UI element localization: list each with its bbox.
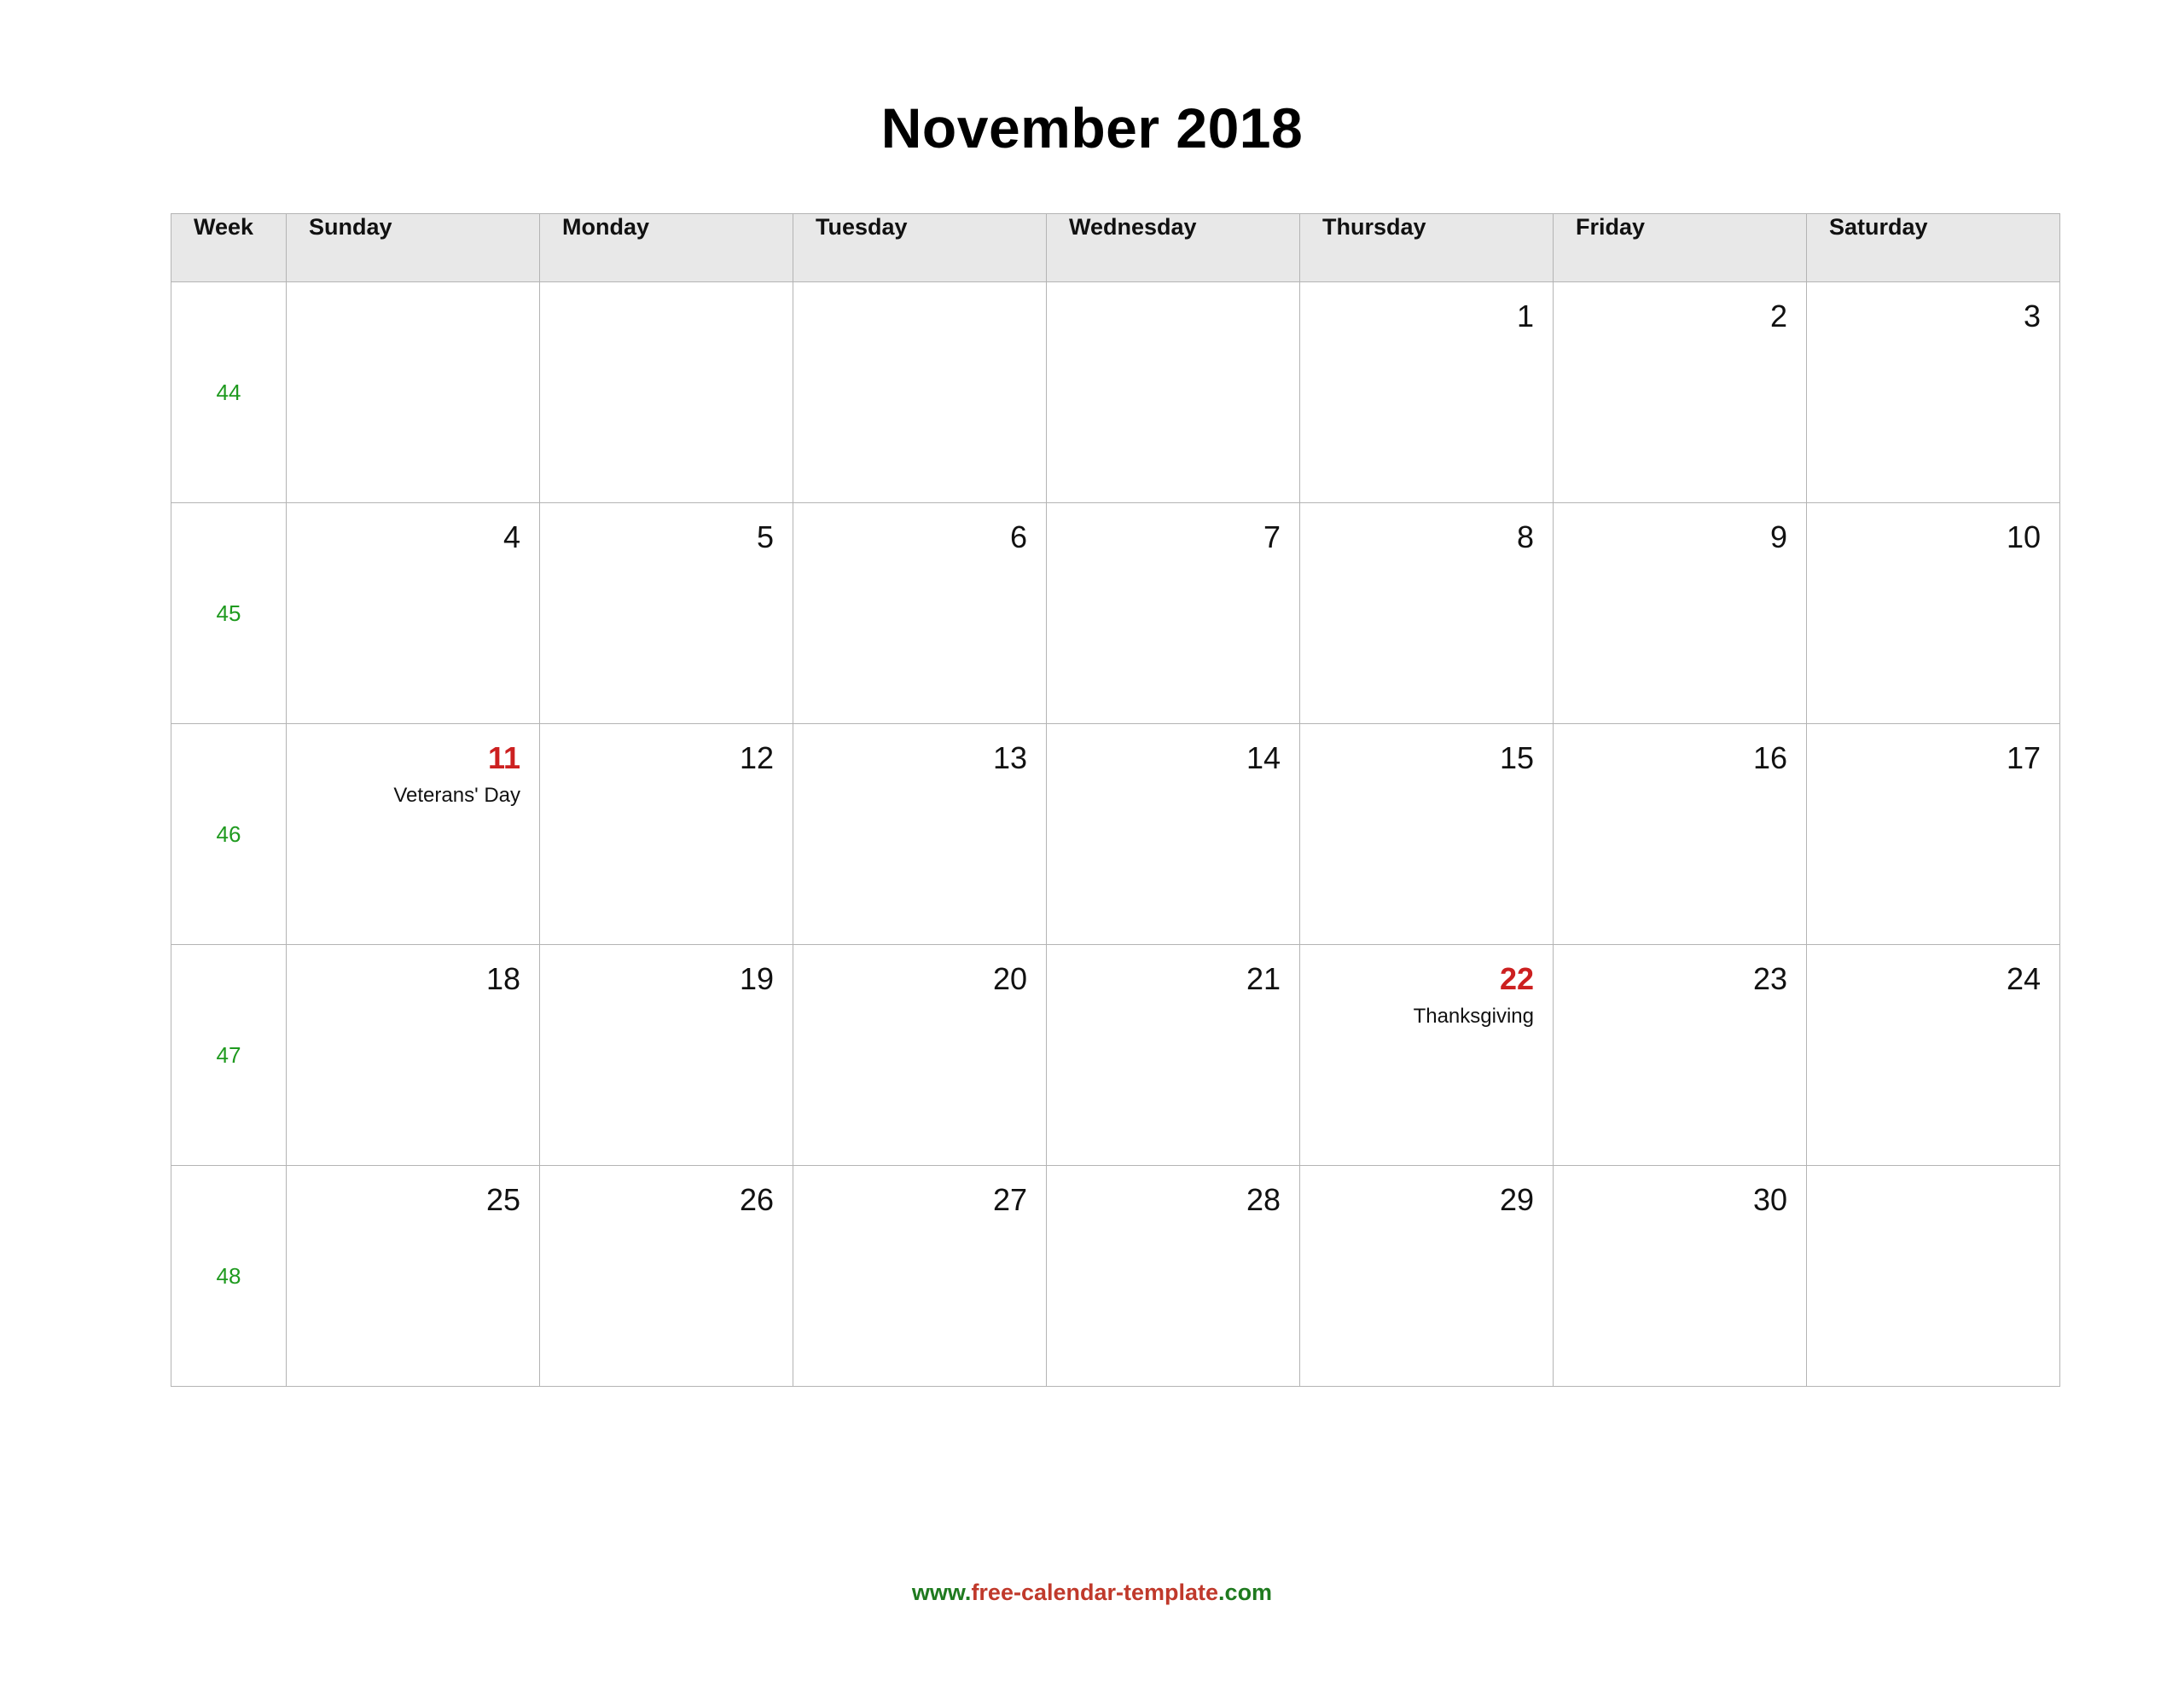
day-cell[interactable] bbox=[540, 724, 793, 945]
footer-tld: .com bbox=[1218, 1580, 1273, 1605]
day-number: 26 bbox=[739, 1182, 774, 1217]
day-event bbox=[1047, 301, 1299, 311]
day-number: 15 bbox=[1499, 740, 1534, 775]
column-header-thursday: Thursday bbox=[1300, 214, 1554, 282]
day-event bbox=[1300, 332, 1553, 342]
day-cell[interactable] bbox=[1807, 1166, 2060, 1387]
day-cell[interactable] bbox=[793, 1166, 1047, 1387]
day-number: 5 bbox=[756, 519, 774, 554]
day-cell[interactable] bbox=[793, 282, 1047, 503]
day-number bbox=[540, 282, 793, 301]
day-cell[interactable] bbox=[287, 282, 540, 503]
day-event bbox=[540, 553, 793, 563]
day-cell[interactable] bbox=[793, 503, 1047, 724]
day-event bbox=[793, 301, 1046, 311]
day-number: 4 bbox=[502, 519, 520, 554]
day-event bbox=[1047, 553, 1299, 563]
day-cell[interactable] bbox=[793, 724, 1047, 945]
day-event bbox=[540, 301, 793, 311]
calendar-week-row bbox=[171, 1166, 2060, 1387]
day-event bbox=[1300, 553, 1553, 563]
day-cell[interactable] bbox=[1554, 945, 1807, 1166]
column-header-wednesday: Wednesday bbox=[1047, 214, 1300, 282]
calendar-body bbox=[171, 282, 2060, 1387]
day-number: 21 bbox=[1246, 961, 1281, 996]
day-number: 20 bbox=[992, 961, 1027, 996]
day-number bbox=[287, 282, 539, 301]
column-header-monday: Monday bbox=[540, 214, 793, 282]
day-cell[interactable] bbox=[540, 1166, 793, 1387]
calendar-grid bbox=[171, 213, 2060, 1387]
day-number: 7 bbox=[1263, 519, 1281, 554]
day-cell[interactable] bbox=[1807, 503, 2060, 724]
day-cell[interactable] bbox=[287, 1166, 540, 1387]
day-cell[interactable] bbox=[1554, 1166, 1807, 1387]
calendar-week-row bbox=[171, 503, 2060, 724]
day-event bbox=[287, 553, 539, 563]
week-number: 45 bbox=[171, 503, 287, 724]
column-header-friday: Friday bbox=[1554, 214, 1807, 282]
day-number: 3 bbox=[2023, 299, 2041, 333]
day-cell[interactable] bbox=[287, 945, 540, 1166]
day-cell[interactable] bbox=[1300, 503, 1554, 724]
day-cell[interactable] bbox=[1554, 282, 1807, 503]
day-number: 24 bbox=[2006, 961, 2041, 996]
day-cell[interactable] bbox=[540, 282, 793, 503]
day-cell[interactable] bbox=[793, 945, 1047, 1166]
day-number: 14 bbox=[1246, 740, 1281, 775]
day-number: 29 bbox=[1499, 1182, 1534, 1217]
calendar-header-row bbox=[171, 214, 2060, 282]
calendar-week-row bbox=[171, 282, 2060, 503]
day-event: Veterans' Day bbox=[393, 784, 520, 807]
day-number: 27 bbox=[992, 1182, 1027, 1217]
week-number: 46 bbox=[171, 724, 287, 945]
day-cell[interactable] bbox=[1300, 1166, 1554, 1387]
day-number: 17 bbox=[2006, 740, 2041, 775]
day-number: 23 bbox=[1752, 961, 1787, 996]
day-cell[interactable] bbox=[1554, 724, 1807, 945]
day-event bbox=[1807, 1185, 2059, 1195]
day-number: 11 bbox=[487, 740, 520, 775]
day-number: 28 bbox=[1246, 1182, 1281, 1217]
day-cell[interactable] bbox=[1300, 945, 1554, 1166]
day-event: Thanksgiving bbox=[1413, 1005, 1534, 1028]
footer-domain: free-calendar-template bbox=[971, 1580, 1219, 1605]
day-cell[interactable] bbox=[287, 724, 540, 945]
column-header-saturday: Saturday bbox=[1807, 214, 2060, 282]
day-number: 10 bbox=[2006, 519, 2041, 554]
day-number: 8 bbox=[1516, 519, 1534, 554]
day-number: 1 bbox=[1516, 299, 1534, 333]
day-number: 25 bbox=[485, 1182, 520, 1217]
day-number: 12 bbox=[739, 740, 774, 775]
week-number: 47 bbox=[171, 945, 287, 1166]
day-cell[interactable] bbox=[1300, 724, 1554, 945]
day-cell[interactable] bbox=[1047, 724, 1300, 945]
day-cell[interactable] bbox=[1807, 945, 2060, 1166]
column-header-week: Week bbox=[171, 214, 287, 282]
footer-website-link[interactable] bbox=[0, 1580, 2184, 1606]
day-cell[interactable] bbox=[1047, 1166, 1300, 1387]
day-number: 18 bbox=[485, 961, 520, 996]
page-title: November 2018 bbox=[880, 96, 1304, 159]
day-event bbox=[1554, 332, 1806, 342]
day-cell[interactable] bbox=[287, 503, 540, 724]
week-number: 48 bbox=[171, 1166, 287, 1387]
day-cell[interactable] bbox=[1047, 503, 1300, 724]
day-cell[interactable] bbox=[1300, 282, 1554, 503]
week-number: 44 bbox=[171, 282, 287, 503]
day-number: 13 bbox=[992, 740, 1027, 775]
day-event bbox=[1554, 553, 1806, 563]
day-cell[interactable] bbox=[1047, 945, 1300, 1166]
day-number: 2 bbox=[1769, 299, 1787, 333]
day-number bbox=[1047, 282, 1299, 301]
day-number bbox=[793, 282, 1046, 301]
day-number: 30 bbox=[1752, 1182, 1787, 1217]
footer-prefix: www. bbox=[911, 1580, 972, 1605]
day-number: 6 bbox=[1009, 519, 1027, 554]
calendar-week-row bbox=[171, 724, 2060, 945]
day-cell[interactable] bbox=[1807, 724, 2060, 945]
day-event bbox=[287, 301, 539, 311]
day-number bbox=[1807, 1166, 2059, 1185]
day-cell[interactable] bbox=[1047, 282, 1300, 503]
day-number: 9 bbox=[1769, 519, 1787, 554]
calendar-week-row bbox=[171, 945, 2060, 1166]
column-header-tuesday: Tuesday bbox=[793, 214, 1047, 282]
day-cell[interactable] bbox=[540, 503, 793, 724]
column-header-sunday: Sunday bbox=[287, 214, 540, 282]
day-number: 22 bbox=[1499, 961, 1534, 996]
day-number: 19 bbox=[739, 961, 774, 996]
day-event bbox=[793, 553, 1046, 563]
day-cell[interactable] bbox=[540, 945, 793, 1166]
day-event bbox=[1807, 332, 2059, 342]
day-number: 16 bbox=[1752, 740, 1787, 775]
day-cell[interactable] bbox=[1807, 282, 2060, 503]
day-cell[interactable] bbox=[1554, 503, 1807, 724]
